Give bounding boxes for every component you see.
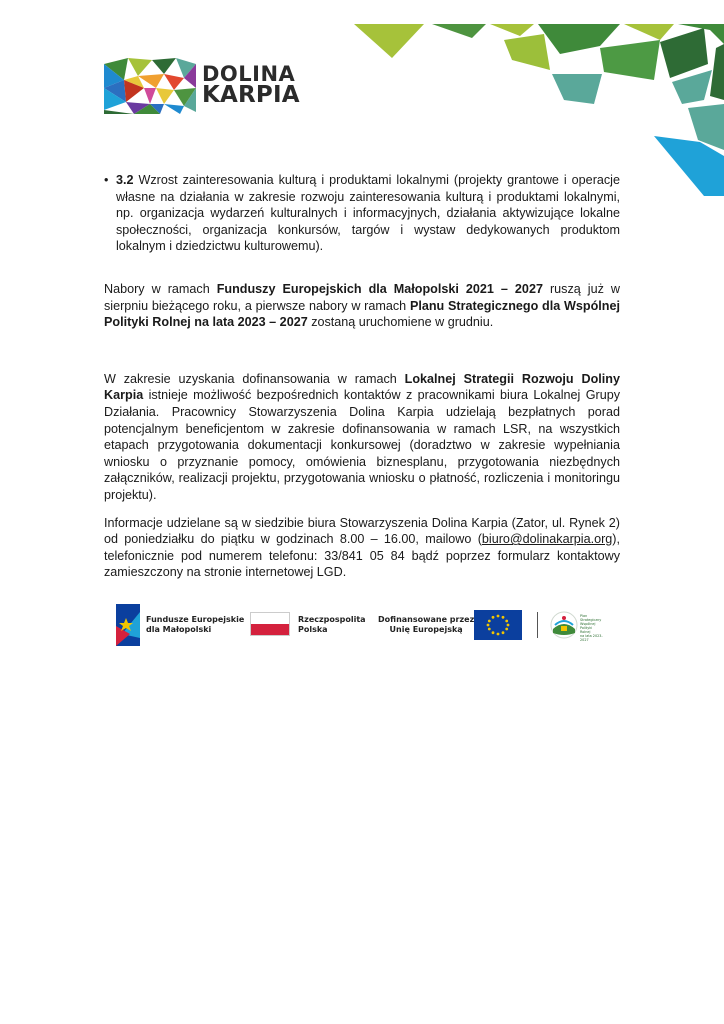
ue-label-line1: Dofinansowane przez — [378, 615, 475, 624]
document-body — [104, 172, 620, 581]
wpr-plan-logo-icon — [550, 611, 578, 639]
logo-divider — [537, 612, 538, 638]
paragraph-contact-info — [104, 515, 620, 581]
corner-mosaic-decoration — [354, 0, 724, 200]
wpr-label-line: Plan — [580, 614, 588, 618]
eu-flag-icon — [474, 610, 522, 640]
bullet-text: Wzrost zainteresowania kulturą i produktami lokalnymi (projekty grantowe i operacje własne na działania w zakresie rozwoju zainteresowania kulturą i produktami lokalnymi, np. organizacja wydarzeń kulturalnych i informacyjnych, działania aktywizujące lokalne społeczności, organizacja konkursów, targów i wystaw dedykowanych produktom lokalnym i dziedzictwu kulturowemu). — [116, 173, 620, 254]
fe-star-flag-icon — [116, 604, 140, 646]
ue-label-line2: Unię Europejską — [389, 625, 463, 634]
fe-label-line2: dla Małopolski — [146, 625, 212, 634]
bullet-dot: • — [104, 173, 109, 187]
wpr-label-line: Rolnej — [580, 630, 591, 634]
text-run: istnieje możliwość bezpośrednich kontaktów z pracownikami biura Lokalnej Grupy Działania. Pracownicy Stowarzyszenia Dolina Karpia udzielają bezpłatnych porad potencjalnym beneficjentom w zakresie dofinansowania w ramach LSR, na wszystkich etapach przygotowania dokumentacji konkursowej (doradztwo w zakresie wypełniania wniosku o przyznanie pomocy, omówienia biznesplanu, przygotowania niezbędnych załączników, realizacji projektu, przygotowania wniosku o płatność, rozliczenia i monitoringu projektu). — [104, 388, 620, 502]
text-run: Nabory w ramach — [104, 281, 217, 296]
wpr-label-line: Strategiczny — [580, 618, 602, 622]
ue-label — [378, 615, 474, 635]
text-run: ), telefonicznie pod numerem telefonu: 33/841 05 84 bądź poprzez formularz kontaktowy zamieszczony na stronie internetowej LGD. — [104, 532, 620, 580]
rp-label-line1: Rzeczpospolita — [298, 615, 366, 624]
paragraph-lsr — [104, 371, 620, 504]
wpr-plan-label — [580, 614, 610, 642]
funding-logos-bar — [116, 604, 616, 646]
text-run: W zakresie uzyskania dofinansowania w ramach — [104, 371, 405, 386]
dolina-karpia-logo — [104, 58, 300, 114]
bold-fem-2021-2027: Funduszy Europejskich dla Małopolski 2021 – 2027 — [216, 281, 543, 296]
rp-label-line2: Polska — [298, 625, 328, 634]
text-run: zostaną uruchomiene w grudniu. — [307, 315, 494, 330]
rp-label — [298, 615, 366, 635]
text-run: Informacje udzielane są w siedzibie biura Stowarzyszenia Dolina Karpia (Zator, ul. Rynek 2) od poniedziałku do piątku w godzinach 8.00 – 16.00, mailowo ( — [104, 515, 620, 547]
fe-label — [146, 615, 244, 635]
wpr-label-line: Wspólnej — [580, 622, 596, 626]
fish-mosaic-logo-icon — [104, 58, 196, 114]
email-link[interactable]: biuro@dolinakarpia.org — [481, 532, 613, 547]
bullet-item-3-2 — [104, 172, 620, 255]
bold-wpr-2023-2027: Planu Strategicznego dla Wspólnej Polityki Rolnej na lata 2023 – 2027 — [104, 298, 620, 330]
paragraph-nabory — [104, 281, 620, 331]
logo-line-karpia: KARPIA — [202, 82, 300, 108]
bullet-number: 3.2 — [116, 173, 134, 187]
fe-label-line1: Fundusze Europejskie — [146, 615, 245, 624]
wpr-label-line: na lata 2023-2027 — [580, 634, 603, 642]
bold-lsr-name: Lokalnej Strategii Rozwoju Doliny Karpia — [104, 371, 620, 403]
logo-wordmark — [202, 64, 300, 106]
logo-line-dolina: DOLINA — [202, 62, 296, 86]
text-run: ruszą już w sierpniu bieżącego roku, a pierwsze nabory w ramach — [104, 281, 620, 313]
wpr-label-line: Polityki — [580, 626, 593, 630]
polish-flag-icon — [250, 612, 290, 636]
